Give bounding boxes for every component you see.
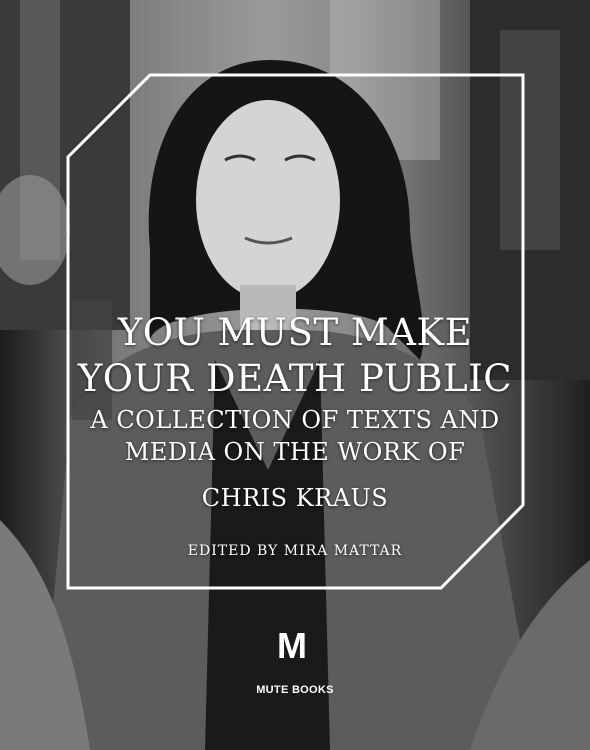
subtitle-line-2: MEDIA ON THE WORK OF [124,438,466,466]
publisher-name: MUTE BOOKS [256,684,334,696]
logo-letter: M [277,625,307,666]
building-right-facade [500,30,560,250]
editor-credit: EDITED BY MIRA MATTAR [187,543,403,559]
author-name: CHRIS KRAUS [201,484,389,512]
subtitle-line-1: A COLLECTION OF TEXTS AND [90,406,500,434]
face [196,100,340,300]
mute-books-logo [263,617,321,675]
book-title-line-2: YOUR DEATH PUBLIC [77,357,513,400]
book-title-line-1: YOU MUST MAKE [117,311,473,354]
